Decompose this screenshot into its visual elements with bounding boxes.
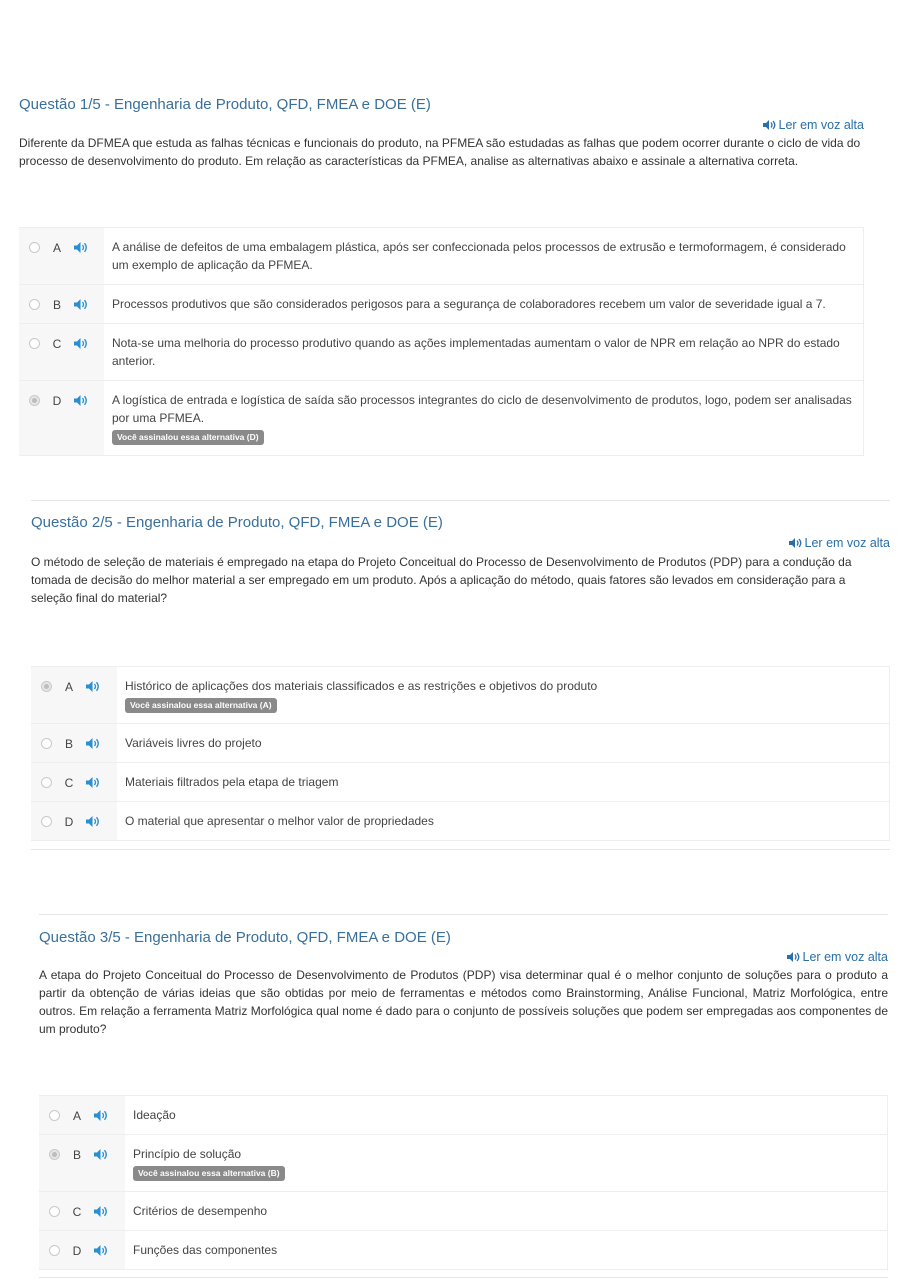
option-letter: D: [52, 394, 62, 408]
selected-badge: Você assinalou essa alternativa (A): [125, 698, 277, 713]
radio-button-selected[interactable]: [29, 395, 40, 406]
speaker-icon[interactable]: [74, 395, 90, 407]
radio-button[interactable]: [41, 777, 52, 788]
option-text: Princípio de solução: [133, 1147, 242, 1161]
option-c[interactable]: [19, 324, 864, 381]
option-text: O material que apresentar o melhor valor de propriedades: [125, 814, 434, 828]
speaker-icon: [789, 538, 802, 548]
divider: [39, 914, 888, 915]
read-aloud-label: Ler em voz alta: [802, 950, 888, 964]
speaker-icon[interactable]: [74, 242, 90, 254]
divider: [31, 849, 890, 850]
read-aloud-link[interactable]: [763, 118, 864, 132]
read-aloud-link[interactable]: [787, 950, 888, 964]
question-text: A etapa do Projeto Conceitual do Processo de Desenvolvimento de Produtos (PDP) visa determinar qual é o melhor conjunto de soluções para o produto a partir da obtenção de várias ideias que são obtidas por meio de ferramentas e métodos como Brainstorming, Análise Funcional, Matriz Morfológica, entre outros. Em relação a ferramenta Matriz Morfológica qual nome é dado para o conjunto de possíveis soluções que podem ser empregadas aos componentes de um produto?: [39, 968, 888, 1036]
option-letter: C: [72, 1205, 82, 1219]
options-list: [31, 666, 890, 841]
option-d[interactable]: [39, 1231, 888, 1270]
option-b[interactable]: [31, 724, 890, 763]
question-3: [39, 929, 888, 1279]
option-text: Ideação: [133, 1108, 176, 1122]
option-a[interactable]: [31, 667, 890, 724]
option-text: Histórico de aplicações dos materiais classificados e as restrições e objetivos do produto: [125, 679, 598, 693]
divider: [31, 500, 890, 501]
radio-button[interactable]: [49, 1245, 60, 1256]
selected-badge: Você assinalou essa alternativa (D): [112, 430, 264, 445]
question-text: Diferente da DFMEA que estuda as falhas técnicas e funcionais do produto, na PFMEA são estudadas as falhas que podem ocorrer durante o ciclo de vida do processo de desenvolvimento do produto. Em relação as características da PFMEA, analise as alternativas abaixo e assinale a alternativa correta.: [19, 136, 861, 168]
speaker-icon[interactable]: [94, 1245, 110, 1257]
options-list: [19, 227, 864, 456]
radio-button[interactable]: [41, 816, 52, 827]
option-text: Processos produtivos que são considerados perigosos para a segurança de colaboradores recebem um valor de severidade igual a 7.: [112, 297, 826, 311]
option-letter: B: [52, 298, 61, 312]
option-text: Critérios de desempenho: [133, 1204, 268, 1218]
option-a[interactable]: [39, 1096, 888, 1135]
radio-button[interactable]: [49, 1206, 60, 1217]
option-text: Nota-se uma melhoria do processo produtivo quando as ações implementadas aumentam o valor de NPR em relação ao NPR do estado anterior.: [112, 336, 840, 368]
option-letter: B: [64, 737, 73, 751]
radio-button-selected[interactable]: [41, 681, 52, 692]
option-letter: D: [72, 1244, 82, 1258]
option-letter: A: [64, 680, 73, 694]
question-text: O método de seleção de materiais é empregado na etapa do Projeto Conceitual do Processo de Desenvolvimento de Produtos (PDP) para a condução da tomada de decisão do melhor material a ser empregado em um produto. Após a aplicação do método, quais fatores são levados em consideração para a seleção final do material?: [31, 555, 852, 605]
option-letter: A: [72, 1109, 81, 1123]
speaker-icon: [787, 952, 800, 962]
option-letter: B: [72, 1148, 81, 1162]
speaker-icon[interactable]: [94, 1110, 110, 1122]
option-c[interactable]: [39, 1192, 888, 1231]
speaker-icon: [763, 120, 776, 130]
question-1: [19, 96, 864, 448]
speaker-icon[interactable]: [94, 1206, 110, 1218]
option-letter: A: [52, 241, 61, 255]
option-text: Funções das componentes: [133, 1243, 278, 1257]
speaker-icon[interactable]: [74, 299, 90, 311]
option-letter: C: [64, 776, 74, 790]
option-text: Variáveis livres do projeto: [125, 736, 262, 750]
divider: [39, 1277, 888, 1278]
read-aloud-link[interactable]: [789, 536, 890, 550]
read-aloud-label: Ler em voz alta: [778, 118, 864, 132]
question-title: Questão 2/5 - Engenharia de Produto, QFD, FMEA e DOE (E): [31, 514, 443, 531]
question-title: Questão 3/5 - Engenharia de Produto, QFD, FMEA e DOE (E): [39, 929, 451, 946]
read-aloud-label: Ler em voz alta: [804, 536, 890, 550]
speaker-icon[interactable]: [94, 1149, 110, 1161]
option-letter: D: [64, 815, 74, 829]
speaker-icon[interactable]: [86, 777, 102, 789]
option-text: Materiais filtrados pela etapa de triagem: [125, 775, 339, 789]
option-c[interactable]: [31, 763, 890, 802]
option-text: A logística de entrada e logística de saída são processos integrantes do ciclo de desenvolvimento de produtos, logo, podem ser analisadas por uma PFMEA.: [112, 393, 852, 425]
radio-button-selected[interactable]: [49, 1149, 60, 1160]
radio-button[interactable]: [29, 299, 40, 310]
speaker-icon[interactable]: [74, 338, 90, 350]
option-d[interactable]: [31, 802, 890, 841]
speaker-icon[interactable]: [86, 681, 102, 693]
option-letter: C: [52, 337, 62, 351]
question-title: Questão 1/5 - Engenharia de Produto, QFD, FMEA e DOE (E): [19, 96, 431, 113]
speaker-icon[interactable]: [86, 738, 102, 750]
speaker-icon[interactable]: [86, 816, 102, 828]
radio-button[interactable]: [29, 338, 40, 349]
selected-badge: Você assinalou essa alternativa (B): [133, 1166, 285, 1181]
option-a[interactable]: [19, 228, 864, 285]
option-b[interactable]: [19, 285, 864, 324]
question-2: [31, 514, 890, 850]
radio-button[interactable]: [29, 242, 40, 253]
radio-button[interactable]: [41, 738, 52, 749]
options-list: [39, 1095, 888, 1270]
radio-button[interactable]: [49, 1110, 60, 1121]
option-b[interactable]: [39, 1135, 888, 1192]
option-d[interactable]: [19, 381, 864, 456]
option-text: A análise de defeitos de uma embalagem plástica, após ser confeccionada pelos processos de extrusão e termoformagem, é considerado um exemplo de aplicação da PFMEA.: [112, 240, 846, 272]
